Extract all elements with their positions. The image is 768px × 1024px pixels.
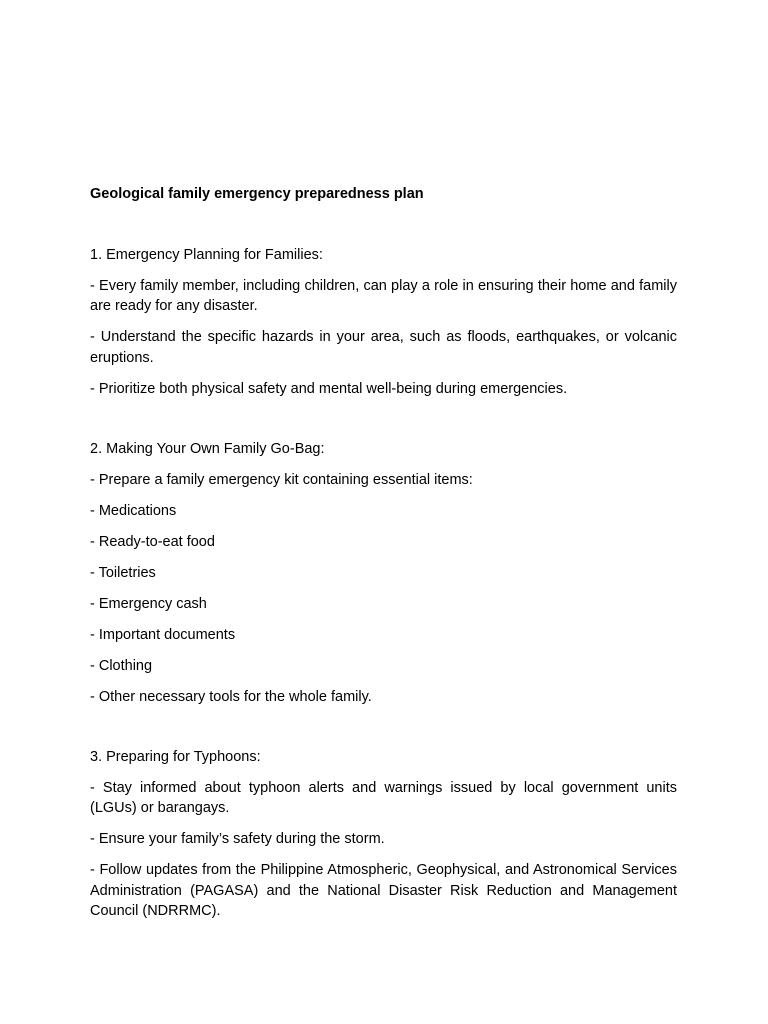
- document-page: [90, 183, 677, 922]
- list-item: - Important documents: [90, 626, 236, 643]
- list-item: - Medications: [90, 502, 177, 519]
- list-item: - Every family member, including children, can play a role in ensuring their home and family are ready for any disaster.: [90, 277, 677, 314]
- list-item: - Prepare a family emergency kit containing essential items:: [90, 471, 473, 488]
- document-title: Geological family emergency preparedness plan: [90, 186, 424, 202]
- list-item: - Ensure your family’s safety during the storm.: [90, 831, 385, 847]
- list-item: - Ready-to-eat food: [90, 533, 215, 550]
- list-item: - Prioritize both physical safety and mental well-being during emergencies.: [90, 380, 568, 397]
- list-item: - Toiletries: [90, 564, 156, 581]
- list-item: - Follow updates from the Philippine Atmospheric, Geophysical, and Astronomical Services Administration (PAGASA) and the National Disaster Risk Reduction and Management Council (NDRRMC).: [90, 862, 677, 919]
- section-typhoons: [90, 747, 677, 922]
- section-heading: 1. Emergency Planning for Families:: [90, 247, 323, 263]
- list-item: - Emergency cash: [90, 595, 207, 612]
- list-item: - Other necessary tools for the whole family.: [90, 688, 372, 705]
- section-heading: 3. Preparing for Typhoons:: [90, 749, 261, 765]
- list-item: - Understand the specific hazards in your area, such as floods, earthquakes, or volcanic eruptions.: [90, 329, 677, 366]
- section-emergency-planning: [90, 245, 677, 399]
- section-go-bag: [90, 439, 677, 707]
- section-heading: 2. Making Your Own Family Go-Bag:: [90, 441, 325, 457]
- list-item: - Stay informed about typhoon alerts and warnings issued by local government units (LGUs) or barangays.: [90, 779, 677, 816]
- list-item: - Clothing: [90, 657, 153, 674]
